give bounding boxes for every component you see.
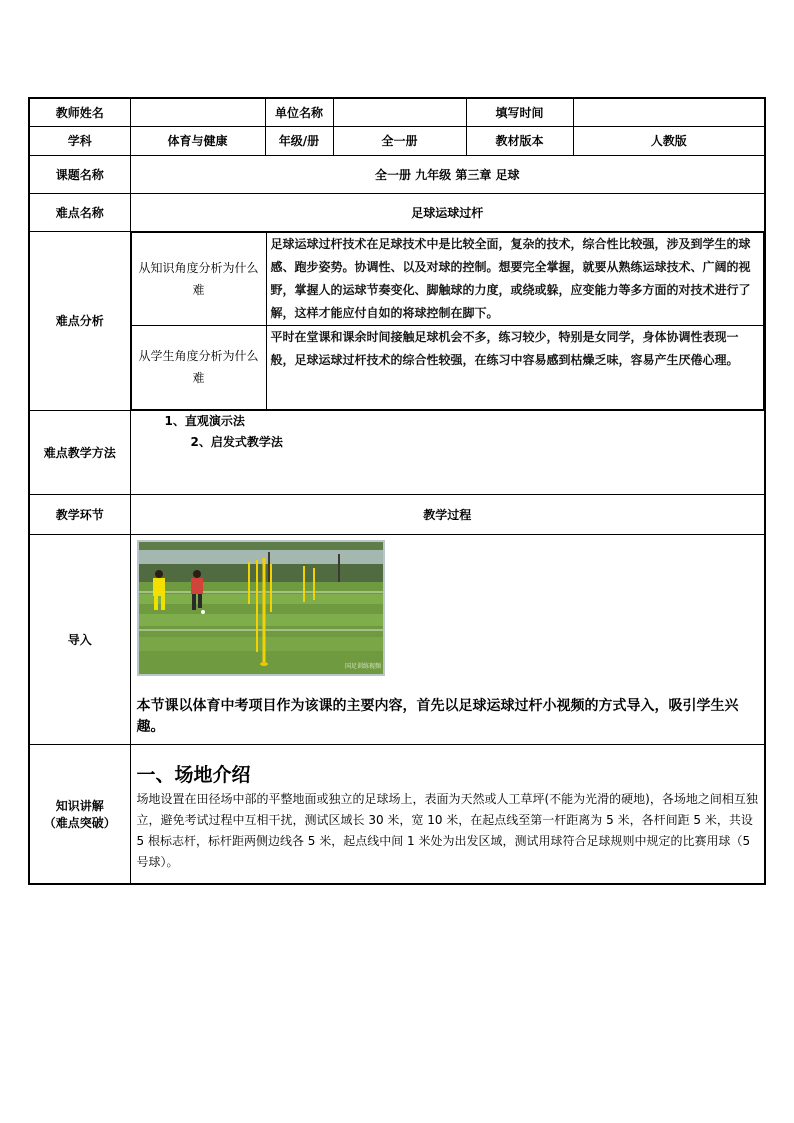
fill-time-label: 填写时间 — [466, 98, 573, 126]
teacher-name-label: 教师姓名 — [29, 98, 130, 126]
section-title: 一、场地介绍 — [136, 763, 251, 786]
knowledge-angle-label: 从知识角度分析为什么难 — [131, 232, 266, 325]
methods-list — [131, 411, 765, 453]
textbook-value: 人教版 — [573, 126, 765, 155]
football-training-photo — [137, 540, 385, 676]
analysis-cell — [130, 231, 765, 410]
analysis-subtable — [131, 232, 765, 410]
topic-label: 课题名称 — [29, 155, 130, 193]
unit-name-label: 单位名称 — [265, 98, 333, 126]
difficulty-label: 难点名称 — [29, 193, 130, 231]
difficulty-value: 足球运球过杆 — [130, 193, 765, 231]
textbook-label: 教材版本 — [466, 126, 573, 155]
section-body: 场地设置在田径场中部的平整地面或独立的足球场上，表面为天然或人工草坪(不能为光滑的硬地)，各场地之间相互独立，避免考试过程中互相干扰，测试区域长 30 米，宽 10 米，在起点线至第一杆距离为 5 米，各杆间距 5 米，共设 5 根标志杆，标杆距两侧边线各 5 米，起点线中间 1 米处为出发区域，测试用球符合足球规则中规定的比赛用球（5 号球）。 — [136, 791, 758, 869]
intro-cell — [130, 534, 765, 744]
methods-cell — [130, 410, 765, 494]
grade-value: 全一册 — [333, 126, 466, 155]
teacher-name-value — [130, 98, 265, 126]
subject-value: 体育与健康 — [130, 126, 265, 155]
analysis-label: 难点分析 — [29, 231, 130, 410]
methods-label: 难点教学方法 — [29, 410, 130, 494]
photo-watermark: 国足训练视频 — [344, 662, 381, 670]
student-angle-text: 平时在堂课和课余时间接触足球机会不多，练习较少，特别是女同学，身体协调性表现一般，足球运球过杆技术的综合性较强，在练习中容易感到枯燥乏味，容易产生厌倦心理。 — [266, 325, 764, 409]
knowledge-cell — [130, 744, 765, 884]
process-value: 教学过程 — [130, 494, 765, 534]
football-dribbling-image — [139, 542, 383, 674]
process-label: 教学环节 — [29, 494, 130, 534]
method-item-2: 2、启发式教学法 — [190, 434, 283, 449]
lesson-plan-document — [28, 97, 764, 885]
grade-label: 年级/册 — [265, 126, 333, 155]
knowledge-label-cell — [29, 744, 130, 884]
topic-value: 全一册 九年级 第三章 足球 — [130, 155, 765, 193]
unit-name-value — [333, 98, 466, 126]
intro-label: 导入 — [29, 534, 130, 744]
knowledge-label-line2: （难点突破） — [43, 815, 116, 830]
knowledge-angle-text: 足球运球过杆技术在足球技术中是比较全面，复杂的技术，综合性比较强，涉及到学生的球感、跑步姿势。协调性、以及对球的控制。想要完全掌握，就要从熟练运球技术、广阔的视野，掌握人的运球节奏变化、脚触球的力度，或绕或躲，应变能力等多方面的对技术进行了解，这样才能应付自如的将球控制在脚下。 — [266, 232, 764, 325]
method-item-1: 1、直观演示法 — [164, 413, 245, 428]
intro-text: 本节课以体育中考项目作为该课的主要内容，首先以足球运球过杆小视频的方式导入，吸引学生兴趣。 — [136, 697, 739, 735]
knowledge-label-line1: 知识讲解 — [55, 798, 104, 813]
subject-label: 学科 — [29, 126, 130, 155]
fill-time-value — [573, 98, 765, 126]
lesson-plan-table — [28, 97, 766, 885]
student-angle-label: 从学生角度分析为什么难 — [131, 325, 266, 409]
